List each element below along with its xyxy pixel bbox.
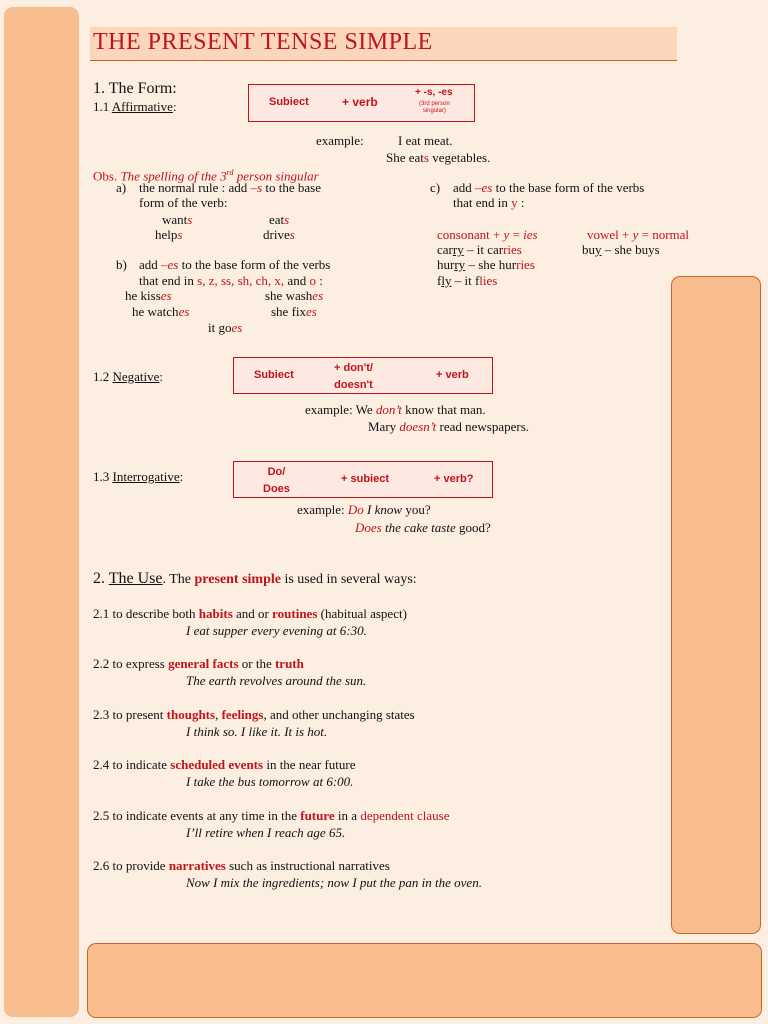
use-example: I take the bus tomorrow at 6:00. <box>186 774 354 789</box>
bottom-decorative-panel <box>87 943 762 1018</box>
rule-b-line2: that end in s, z, ss, sh, ch, x, and o : <box>139 273 323 288</box>
rule-c-line2: that end in y : <box>453 195 525 210</box>
rule-c-marker: c) <box>430 180 441 195</box>
rule-c-example: fly – it flies <box>437 273 498 288</box>
rule-b-example: he kisses <box>125 288 172 303</box>
rule-c-line1: add –es to the base form of the verbs <box>453 180 645 195</box>
use-item: 2.1 to describe both habits and or routines (habitual aspect) <box>93 606 407 621</box>
rule-a-example: drives <box>263 227 295 242</box>
interrogative-formula-box <box>233 461 493 498</box>
formula-verb: + verb <box>436 369 469 381</box>
rule-b-marker: b) <box>116 257 127 272</box>
negative-label: 1.2 Negative: <box>93 369 164 384</box>
formula-verb: + verb <box>342 95 378 109</box>
rule-b-example: it goes <box>208 320 243 335</box>
page-title: THE PRESENT TENSE SIMPLE <box>93 29 433 55</box>
use-item: 2.5 to indicate events at any time in the future in a dependent clause <box>93 808 450 823</box>
rule-c-example: hurry – she hurries <box>437 257 535 272</box>
left-decorative-panel <box>4 7 79 1017</box>
consonant-y-rule: consonant + y = ies <box>437 227 538 242</box>
use-example: The earth revolves around the sun. <box>186 673 367 688</box>
use-item: 2.4 to indicate scheduled events in the near future <box>93 757 356 772</box>
vowel-y-rule: vowel + y = normal <box>587 227 690 242</box>
use-example: I eat supper every evening at 6:30. <box>186 623 367 638</box>
affirmative-example-2: She eats vegetables. <box>386 150 491 165</box>
rule-b-example: she fixes <box>271 304 317 319</box>
interrogative-example-1: example: Do I know you? <box>297 502 431 517</box>
use-example: Now I mix the ingredients; now I put the pan in the oven. <box>186 875 482 890</box>
obs-heading: Obs. The spelling of the 3rd person singular <box>93 168 319 184</box>
rule-a-example: helps <box>155 227 183 242</box>
affirmative-example-label: example: <box>316 133 364 148</box>
form-heading: 1. The Form: <box>93 80 177 97</box>
rule-c-example: buy – she buys <box>582 242 660 257</box>
use-heading: 2. The Use. The present simple is used in several ways: <box>93 570 417 587</box>
rule-b-example: she washes <box>265 288 324 303</box>
rule-a-example: wants <box>162 212 193 227</box>
formula-subject: Subiect <box>269 96 309 108</box>
formula-subject: Subiect <box>254 369 294 381</box>
use-item: 2.2 to express general facts or the truth <box>93 656 304 671</box>
right-decorative-panel <box>671 276 761 934</box>
rule-a-line2: form of the verb: <box>139 195 228 210</box>
use-item: 2.6 to provide narratives such as instructional narratives <box>93 858 390 873</box>
affirmative-label: 1.1 Affirmative: <box>93 99 177 114</box>
affirmative-example-1: I eat meat. <box>398 133 453 148</box>
negative-example-1: example: We don’t know that man. <box>305 402 486 417</box>
rule-b-line1: add –es to the base form of the verbs <box>139 257 331 272</box>
negative-example-2: Mary doesn’t read newspapers. <box>368 419 530 434</box>
rule-a-line1: the normal rule : add –s to the base <box>139 180 321 195</box>
rule-c-example: carry – it carries <box>437 242 522 257</box>
formula-verb: + verb? <box>434 473 474 485</box>
use-example: I’ll retire when I reach age 65. <box>186 825 346 840</box>
formula-subject: + subiect <box>341 473 389 485</box>
formula-auxiliary: + don't/ doesn't <box>334 362 373 391</box>
rule-b-example: he watches <box>132 304 190 319</box>
interrogative-label: 1.3 Interrogative: <box>93 469 184 484</box>
interrogative-example-2: Does the cake taste good? <box>355 520 491 535</box>
use-example: I think so. I like it. It is hot. <box>186 724 328 739</box>
rule-a-marker: a) <box>116 180 127 195</box>
formula-note: (3rd person singular) <box>419 101 450 114</box>
negative-formula-box <box>233 357 493 394</box>
rule-a-example: eats <box>269 212 290 227</box>
formula-auxiliary: Do/ Does <box>263 466 290 495</box>
affirmative-formula-box <box>248 84 475 122</box>
formula-ending: + -s, -es <box>415 87 453 98</box>
use-item: 2.3 to present thoughts, feelings, and other unchanging states <box>93 707 415 722</box>
